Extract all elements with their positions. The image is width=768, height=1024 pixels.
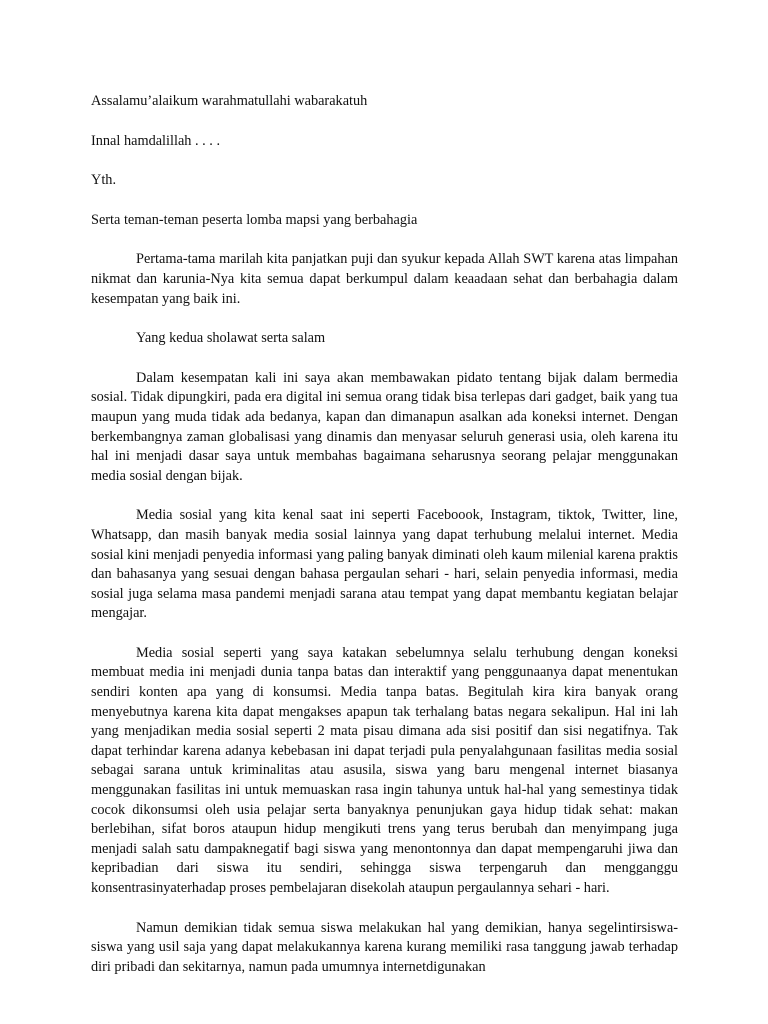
praise-line: Innal hamdalillah . . . . [91, 132, 221, 149]
paragraph-opening: Pertama-tama marilah kita panjatkan puji dan syukur kepada Allah SWT karena atas limpahan nikmat dan karunia-Nya kita semua dapat berkumpul dalam keaadaan sehat dan berbahagia dalam kesempatan yang baik ini. [91, 251, 678, 307]
greeting: Assalamu’alaikum warahmatullahi wabarakatuh [91, 93, 368, 109]
paragraph-impact: Media sosial seperti yang saya katakan sebelumnya selalu terhubung dengan koneksi membuat media ini menjadi dunia tanpa batas dan interaktif yang penggunaanya dapat menentukan sendiri konten apa yang di konsumsi. Media tanpa batas. Begitulah kira kira banyak orang menyebutnya karena kita dapat mengakses apapun tak terhalang batas negara sekalipun. Hal ini lah yang menjadikan media sosial seperti 2 mata pisau dimana ada sisi positif dan sisi negatifnya. Tak dapat terhindar karena adanya kebebasan ini dapat terjadi pula penyalahgunaan fasilitas media sosial sebagai sarana untuk kriminalitas atau asusila, siswa yang baru mengenal internet biasanya menggunakan fasilitas ini untuk memuaskan rasa ingin tahunya untuk hal-hal yang semestinya tidak cocok dikonsumsi oleh usia pelajar serta banyaknya penunjukan gaya hidup tidak sehat: makan berlebihan, sifat boros ataupun hidup mengikuti trens yang terus berubah dan menyimpang juga menjadi salah satu dampaknegatif bagi siswa yang menontonnya dan dapat mempengaruhi jiwa dan kepribadian dari siswa itu sendiri, sehingga siswa terpengaruh dan mengganggu konsentrasinyaterhadap proses pembelajaran disekolah ataupun pergaulannya sehari - hari. [91, 644, 678, 896]
paragraph-social-media: Media sosial yang kita kenal saat ini seperti Faceboook, Instagram, tiktok, Twitter, line, Whatsapp, dan masih banyak media sosial lainnya yang dapat terhubung melalui internet. Media sosial kini menjadi penyedia informasi yang paling banyak diminati oleh kaum milenial karena praktis dan bahasanya yang sesuai dengan bahasa pergaulan sehari - hari, selain penyedia informasi, media sosial juga selama masa pandemi menjadi sarana atau tempat yang dapat membantu kegiatan belajar mengajar. [91, 507, 678, 622]
paragraph-sholawat: Yang kedua sholawat serta salam [136, 330, 326, 347]
paragraph-closing: Namun demikian tidak semua siswa melakukan hal yang demikian, hanya segelintirsiswa-siswa yang usil saja yang dapat melakukannya karena kurang memiliki rasa tanggung jawab terhadap diri pribadi dan sekitarnya, namun pada umumnya internetdigunakan [91, 919, 678, 975]
audience-line: Serta teman-teman peserta lomba mapsi yang berbahagia [91, 211, 418, 228]
document-page [91, 92, 678, 977]
addressee: Yth. [91, 172, 117, 189]
paragraph-topic: Dalam kesempatan kali ini saya akan membawakan pidato tentang bijak dalam bermedia sosial. Tidak dipungkiri, pada era digital ini semua orang tidak bisa terlepas dari gadget, baik yang tua maupun yang muda tidak ada bedanya, kapan dan dimanapun asalkan ada koneksi internet. Dengan berkembangnya zaman globalisasi yang dinamis dan menyasar seluruh generasi usia, oleh karena itu hal ini menjadi dasar saya untuk membahas bagaimana seharusnya seorang pelajar menggunakan media sosial dengan bijak. [91, 369, 678, 484]
